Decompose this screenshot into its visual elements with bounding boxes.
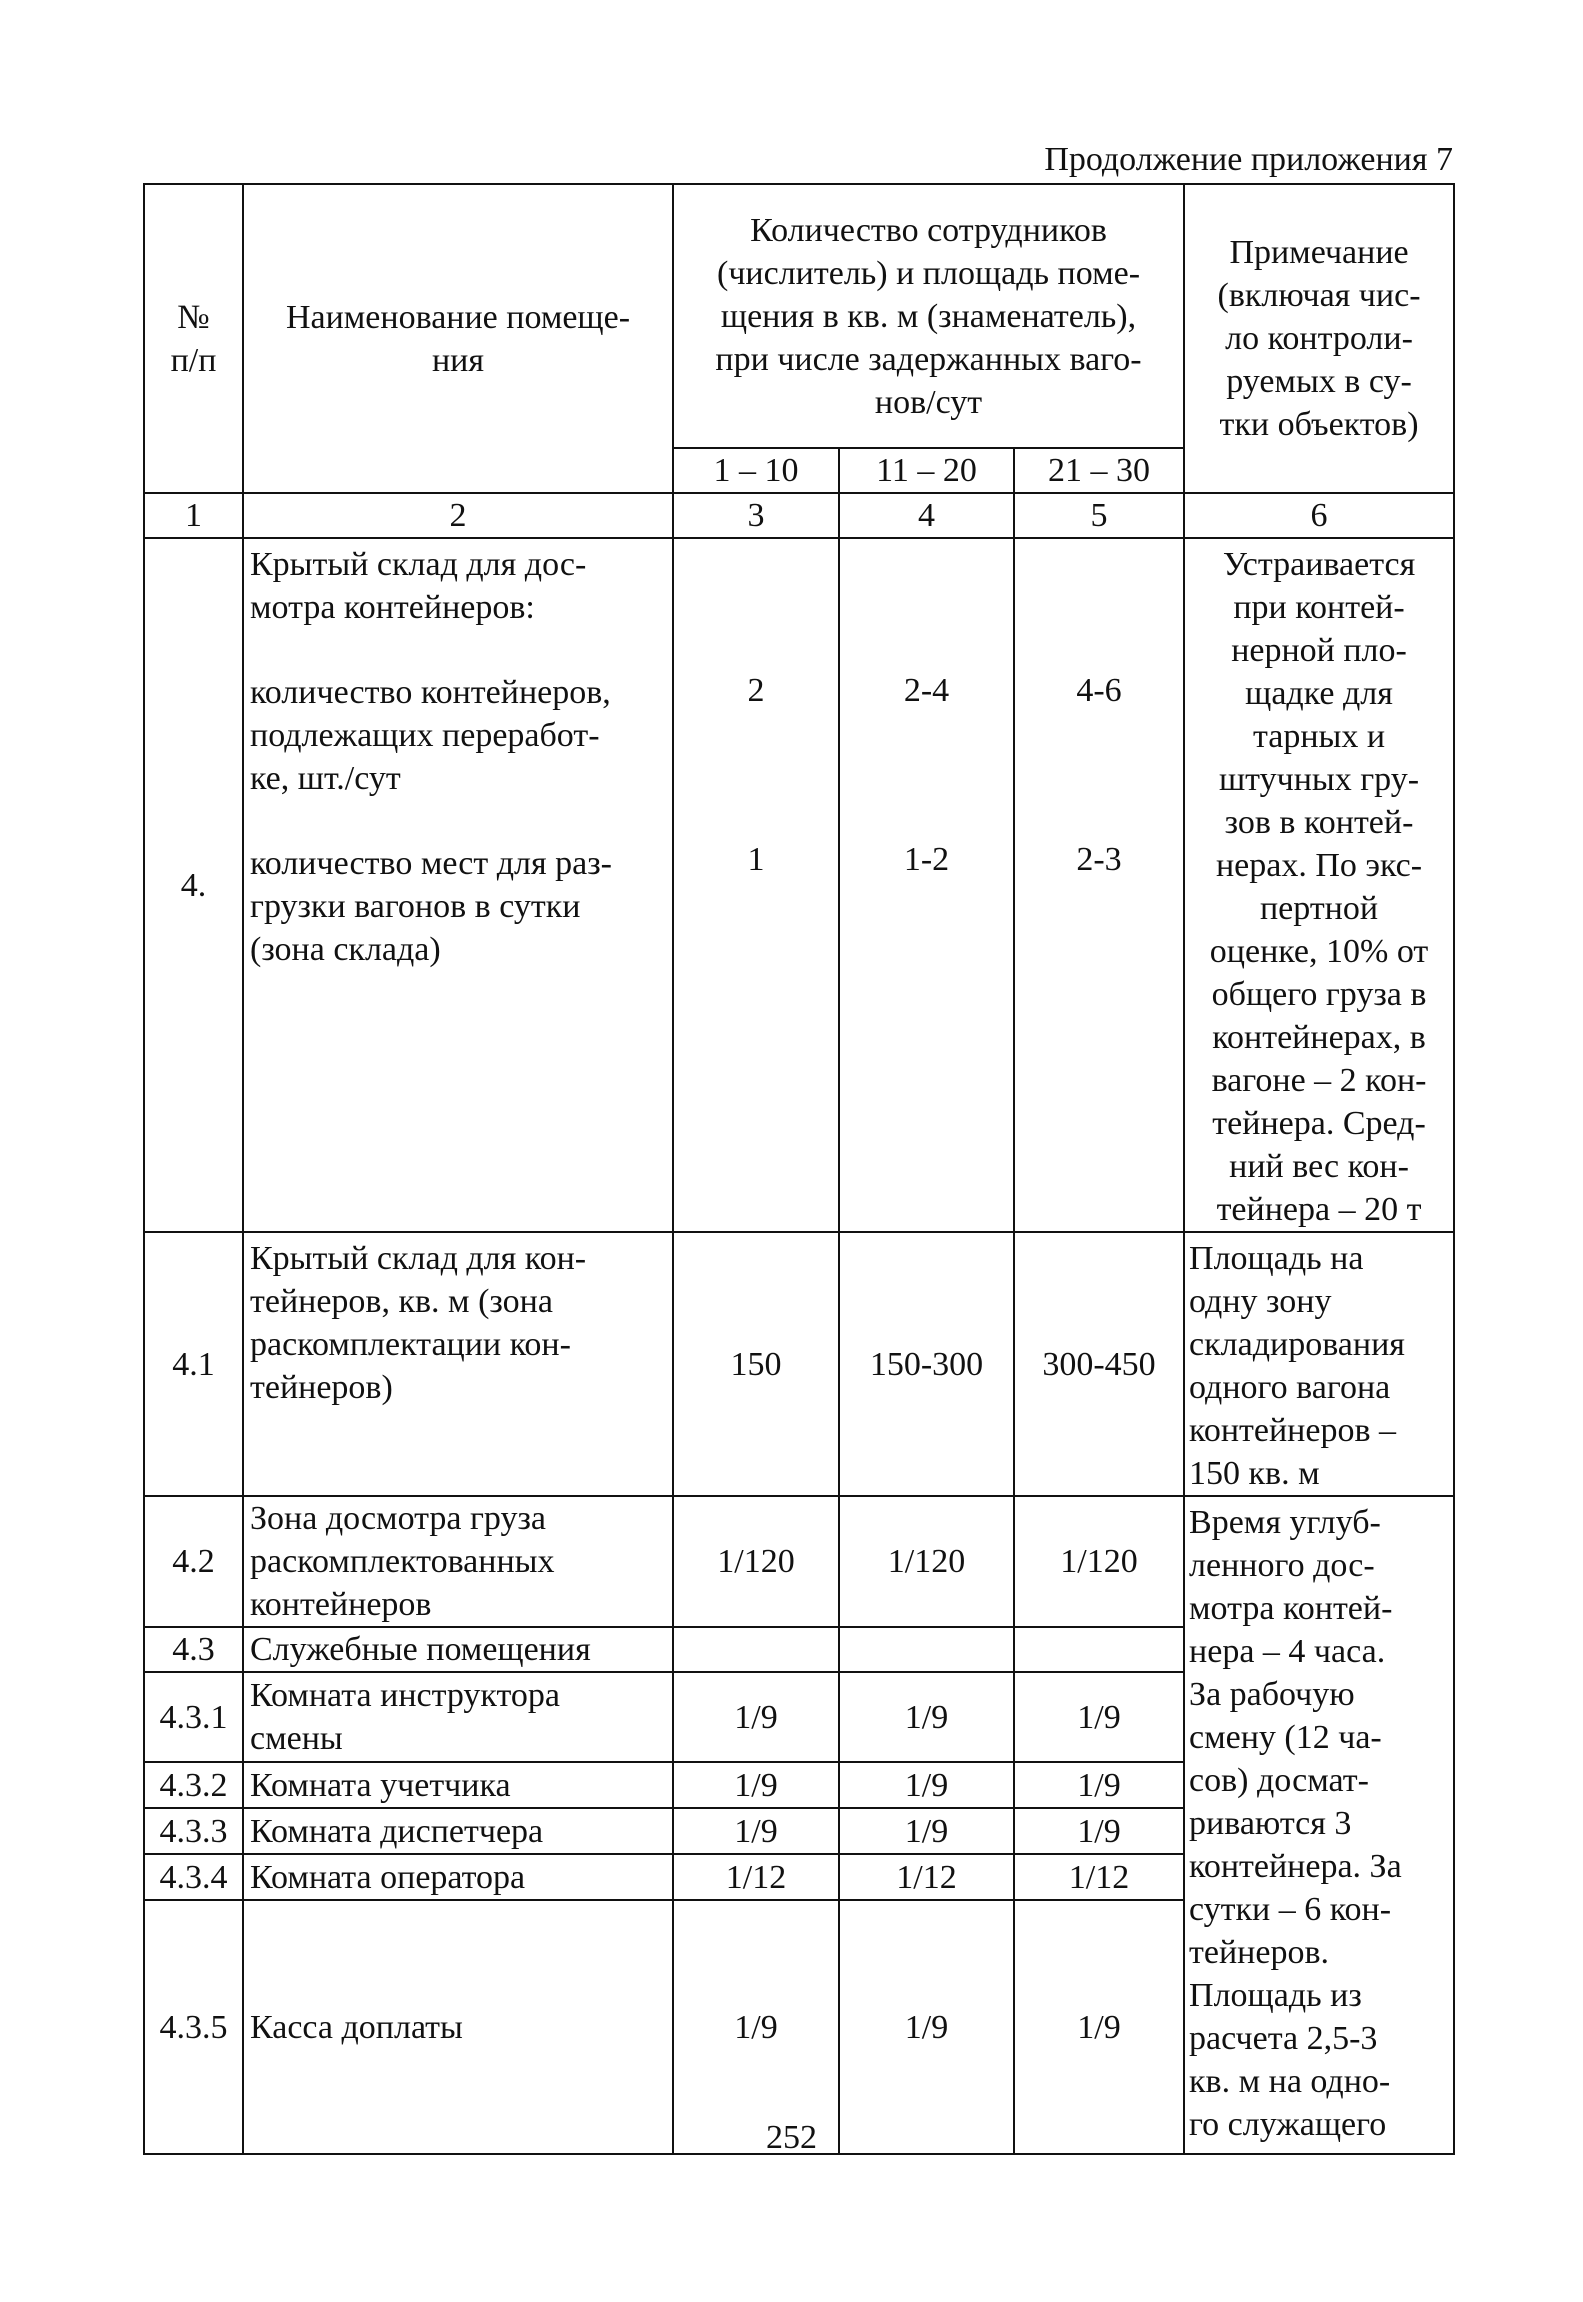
value-cell: 1/120 — [1014, 1496, 1184, 1627]
column-index: 3 — [673, 493, 839, 538]
row-name: Зона досмотра груза раскомплектованных контейнеров — [243, 1496, 673, 1627]
value-cell: 1/120 — [673, 1496, 839, 1627]
value-cell: 1/9 — [839, 1808, 1014, 1854]
value-cell: 150 — [673, 1232, 839, 1496]
value-cell: 1/9 — [1014, 1808, 1184, 1854]
value-cell — [839, 1627, 1014, 1672]
header-note: Примечание (включая чис- ло контроли- руемых в су- тки объектов) — [1184, 184, 1454, 493]
header-number: № п/п — [144, 184, 243, 493]
value-cell: 2-4 1-2 — [839, 538, 1014, 1232]
row-number: 4.3.1 — [144, 1672, 243, 1762]
continuation-caption: Продолжение приложения 7 — [1044, 141, 1453, 178]
range-1-10: 1 – 10 — [673, 448, 839, 493]
row-name: Комната учетчика — [243, 1762, 673, 1808]
note-cell: Устраивается при контей- нерной пло- щадке для тарных и штучных гру- зов в контей- нерах. По экс- пертной оценке, 10% от общего груза в контейнерах, в вагоне – 2 кон- тейнера. Сред- ний вес кон- тейнера – 20 т — [1184, 538, 1454, 1232]
column-index: 6 — [1184, 493, 1454, 538]
value-cell — [1014, 1627, 1184, 1672]
value-cell: 4-6 2-3 — [1014, 538, 1184, 1232]
value-cell: 1/9 — [839, 1762, 1014, 1808]
row-name: Крытый склад для дос- мотра контейнеров: количество контейнеров, подлежащих переработ- ке, шт./сут количество мест для раз- грузки вагонов в сутки (зона склада) — [243, 538, 673, 1232]
value-cell: 1/9 — [839, 1900, 1014, 2154]
header-name: Наименование помеще- ния — [243, 184, 673, 493]
value-cell: 1/12 — [673, 1854, 839, 1900]
value-cell: 1/9 — [673, 1900, 839, 2154]
row-number: 4.3.5 — [144, 1900, 243, 2154]
row-number: 4. — [144, 538, 243, 1232]
row-name: Крытый склад для кон- тейнеров, кв. м (зона раскомплектации кон- тейнеров) — [243, 1232, 673, 1496]
value-cell: 300-450 — [1014, 1232, 1184, 1496]
row-name: Касса доплаты — [243, 1900, 673, 2154]
row-number: 4.1 — [144, 1232, 243, 1496]
range-11-20: 11 – 20 — [839, 448, 1014, 493]
header-row — [144, 184, 1454, 448]
value-cell: 1/9 — [1014, 1900, 1184, 2154]
table-row — [144, 538, 1454, 1232]
value-cell: 1/9 — [839, 1672, 1014, 1762]
row-name: Комната инструктора смены — [243, 1672, 673, 1762]
note-cell: Площадь на одну зону складирования одного вагона контейнеров – 150 кв. м — [1184, 1232, 1454, 1496]
row-number: 4.2 — [144, 1496, 243, 1627]
value-cell: 1/12 — [1014, 1854, 1184, 1900]
value-cell: 1/12 — [839, 1854, 1014, 1900]
column-index: 4 — [839, 493, 1014, 538]
value-cell: 1/9 — [673, 1808, 839, 1854]
header-quantity: Количество сотрудников (числитель) и площадь поме- щения в кв. м (знаменатель), при числе задержанных ваго- нов/сут — [673, 184, 1184, 448]
table-row — [144, 1496, 1454, 1627]
note-cell: Время углуб- ленного дос- мотра контей- нера – 4 часа. За рабочую смену (12 ча- сов) досмат- риваются 3 контейнера. За сутки – 6 кон- тейнеров. Площадь из расчета 2,5-3 кв. м на одно- го служащего — [1184, 1496, 1454, 2154]
value-cell: 2 1 — [673, 538, 839, 1232]
value-cell: 150-300 — [839, 1232, 1014, 1496]
table-row — [144, 1232, 1454, 1496]
column-index: 5 — [1014, 493, 1184, 538]
value-cell: 1/9 — [673, 1762, 839, 1808]
row-number: 4.3 — [144, 1627, 243, 1672]
value-cell: 1/9 — [1014, 1762, 1184, 1808]
column-index: 2 — [243, 493, 673, 538]
row-number: 4.3.4 — [144, 1854, 243, 1900]
premises-table — [143, 183, 1455, 2155]
row-name: Служебные помещения — [243, 1627, 673, 1672]
range-21-30: 21 – 30 — [1014, 448, 1184, 493]
column-index: 1 — [144, 493, 243, 538]
value-cell: 1/9 — [1014, 1672, 1184, 1762]
row-number: 4.3.2 — [144, 1762, 243, 1808]
value-cell: 1/9 — [673, 1672, 839, 1762]
column-index-row — [144, 493, 1454, 538]
row-name: Комната диспетчера — [243, 1808, 673, 1854]
value-cell: 1/120 — [839, 1496, 1014, 1627]
value-cell — [673, 1627, 839, 1672]
page-number: 252 — [766, 2119, 817, 2156]
row-number: 4.3.3 — [144, 1808, 243, 1854]
row-name: Комната оператора — [243, 1854, 673, 1900]
